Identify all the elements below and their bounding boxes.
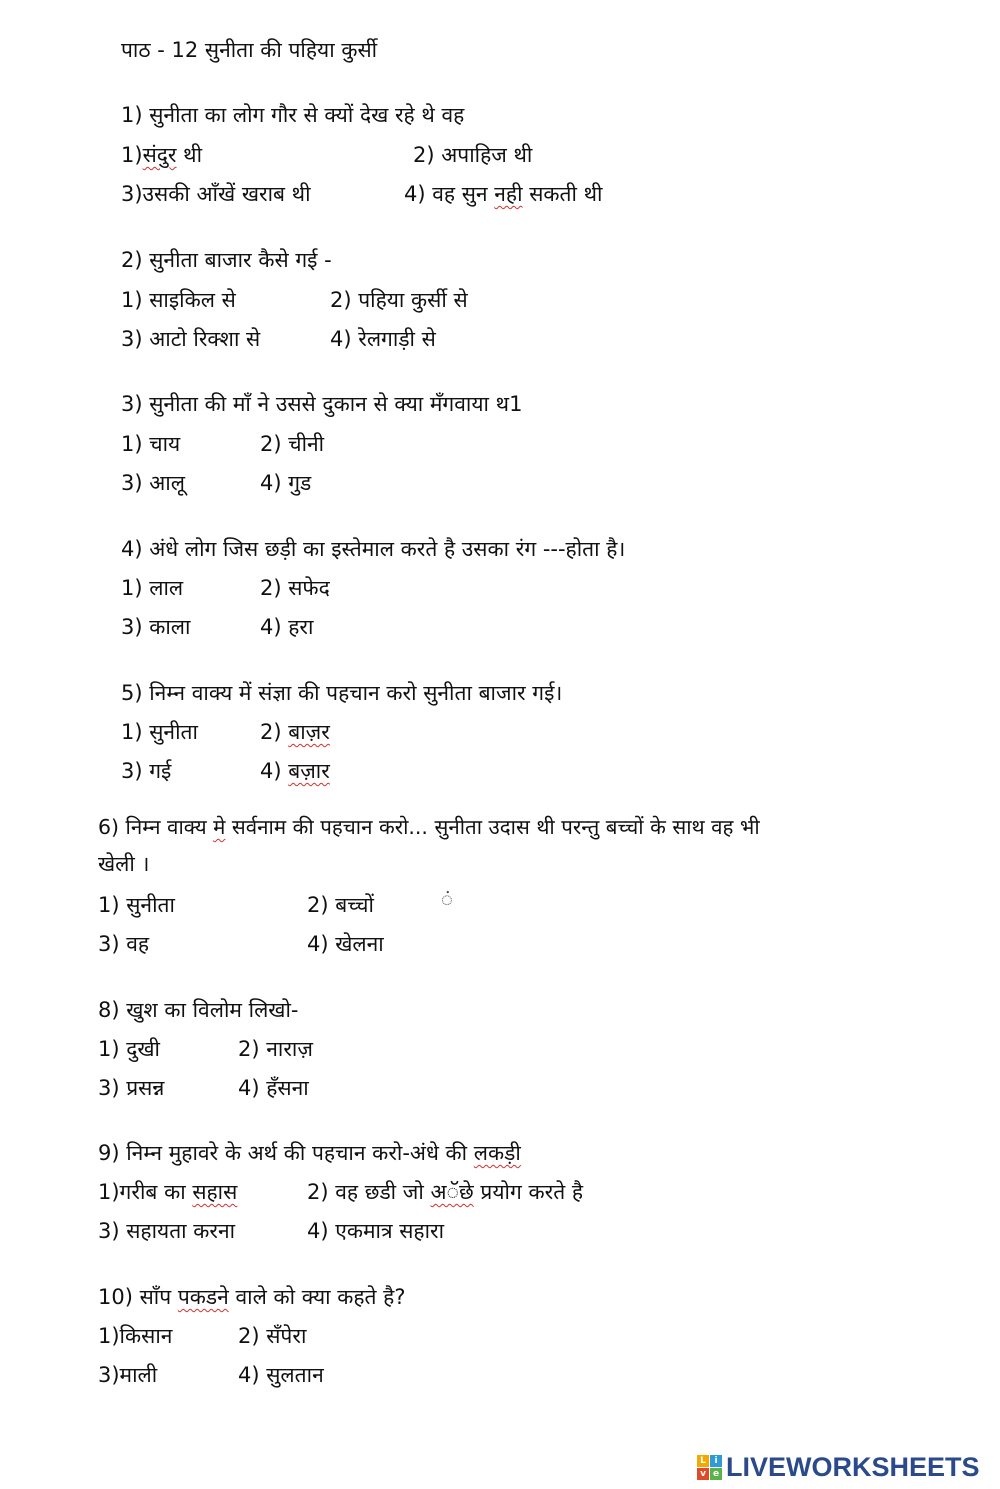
page-title: पाठ - 12 सुनीता की पहिया कुर्सी (121, 38, 378, 62)
q3-option-3[interactable]: 3) आलू (121, 471, 185, 495)
q1-option-3[interactable]: 3)उसकी आँखें खराब थी (121, 182, 311, 206)
question-8: 8) खुश का विलोम लिखो- (98, 998, 299, 1022)
misspelled-word: संदुर (142, 143, 177, 167)
q10-option-3[interactable]: 3)माली (98, 1363, 158, 1387)
question-5: 5) निम्न वाक्य में संज्ञा की पहचान करो सुनीता बाजार गई। (121, 681, 563, 705)
misspelled-word: बज़ार (288, 759, 330, 783)
q10-option-4[interactable]: 4) सुलतान (238, 1363, 324, 1387)
logo-tile: v (697, 1468, 709, 1480)
option-text: 1)गरीब का (98, 1180, 193, 1204)
q9-option-2[interactable] (307, 1178, 583, 1206)
question-10 (98, 1283, 405, 1311)
q8-option-4[interactable]: 4) हँसना (238, 1076, 309, 1100)
question-4: 4) अंधे लोग जिस छड़ी का इस्तेमाल करते है उसका रंग ---होता है। (121, 537, 626, 561)
question-text: 9) निम्न मुहावरे के अर्थ की पहचान करो-अंधे की (98, 1141, 474, 1165)
q9-option-1[interactable] (98, 1178, 237, 1206)
logo-tile: e (710, 1468, 722, 1480)
q2-option-4[interactable]: 4) रेलगाड़ी से (330, 327, 436, 351)
q6-option-3[interactable]: 3) वह (98, 932, 150, 956)
liveworksheets-logo-icon (697, 1455, 722, 1480)
question-2: 2) सुनीता बाजार कैसे गई - (121, 248, 332, 272)
q6-option-1[interactable]: 1) सुनीता (98, 893, 175, 917)
liveworksheets-logo (697, 1450, 980, 1484)
option-text: सकती थी (522, 182, 603, 206)
q1-option-4[interactable] (404, 180, 602, 208)
q8-option-3[interactable]: 3) प्रसन्न (98, 1076, 165, 1100)
stray-mark: ं (441, 887, 453, 911)
q2-option-1[interactable]: 1) साइकिल से (121, 288, 236, 312)
question-text: वाले को क्या कहते है? (228, 1285, 406, 1309)
q4-option-1[interactable]: 1) लाल (121, 576, 184, 600)
option-text: 4) वह सुन (404, 182, 495, 206)
q9-option-4[interactable]: 4) एकमात्र सहारा (307, 1219, 445, 1243)
misspelled-word: अॅछे (430, 1180, 474, 1204)
misspelled-word: बाज़र (288, 720, 330, 744)
question-text: 6) निम्न वाक्य (98, 815, 214, 839)
q6-option-2[interactable]: 2) बच्चों (307, 893, 374, 917)
q10-option-2[interactable]: 2) सँपेरा (238, 1324, 307, 1348)
option-text: 4) (260, 759, 289, 783)
q2-option-2[interactable]: 2) पहिया कुर्सी से (330, 288, 468, 312)
q5-option-4[interactable] (260, 757, 330, 785)
misspelled-word: मे (213, 815, 226, 839)
q5-option-2[interactable] (260, 718, 330, 746)
q4-option-2[interactable]: 2) सफेद (260, 576, 330, 600)
q9-option-3[interactable]: 3) सहायता करना (98, 1219, 236, 1243)
q10-option-1[interactable]: 1)किसान (98, 1324, 173, 1348)
question-3: 3) सुनीता की माँ ने उससे दुकान से क्या मँगवाया थ1 (121, 392, 523, 416)
question-6-line-1 (98, 813, 760, 841)
q5-option-1[interactable]: 1) सुनीता (121, 720, 198, 744)
misspelled-word: पकडने (177, 1285, 229, 1309)
option-text: थी (176, 143, 203, 167)
q3-option-1[interactable]: 1) चाय (121, 432, 181, 456)
q8-option-2[interactable]: 2) नाराज़ (238, 1037, 313, 1061)
misspelled-word: नही (494, 182, 523, 206)
logo-tile: L (697, 1455, 709, 1467)
q4-option-3[interactable]: 3) काला (121, 615, 191, 639)
liveworksheets-brand-text: LIVEWORKSHEETS (726, 1451, 980, 1482)
option-text: 2) वह छडी जो (307, 1180, 431, 1204)
q1-option-2[interactable]: 2) अपाहिज थी (413, 143, 533, 167)
option-text: 1) (121, 143, 143, 167)
option-text: 2) (260, 720, 289, 744)
q3-option-4[interactable]: 4) गुड (260, 471, 312, 495)
misspelled-word: लकड़ी (473, 1141, 521, 1165)
question-text: सर्वनाम की पहचान करो... सुनीता उदास थी परन्तु बच्चों के साथ वह भी (225, 815, 760, 839)
q5-option-3[interactable]: 3) गई (121, 759, 172, 783)
q6-option-4[interactable]: 4) खेलना (307, 932, 384, 956)
q3-option-2[interactable]: 2) चीनी (260, 432, 325, 456)
q2-option-3[interactable]: 3) आटो रिक्शा से (121, 327, 261, 351)
misspelled-word: सहास (192, 1180, 238, 1204)
logo-tile: i (710, 1455, 722, 1467)
question-1: 1) सुनीता का लोग गौर से क्यों देख रहे थे वह (121, 103, 465, 127)
question-9 (98, 1139, 521, 1167)
q8-option-1[interactable]: 1) दुखी (98, 1037, 160, 1061)
question-text: 10) साँप (98, 1285, 178, 1309)
option-text: प्रयोग करते है (473, 1180, 584, 1204)
q4-option-4[interactable]: 4) हरा (260, 615, 314, 639)
q1-option-1[interactable] (121, 141, 202, 169)
question-6-line-2: खेली । (98, 852, 150, 876)
